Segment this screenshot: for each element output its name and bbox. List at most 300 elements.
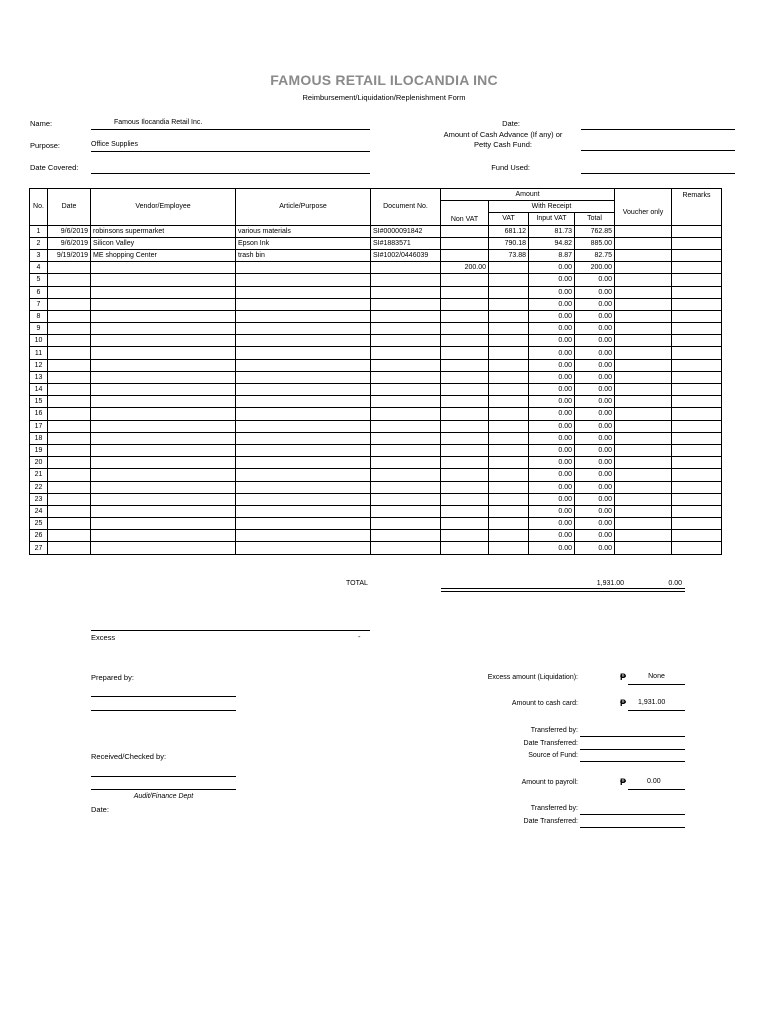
cell-input-vat[interactable]: 0.00: [529, 444, 575, 456]
cell-no[interactable]: 2: [30, 237, 48, 249]
cell-vat[interactable]: [489, 457, 529, 469]
cell-total[interactable]: 0.00: [575, 298, 615, 310]
cell-total[interactable]: 0.00: [575, 274, 615, 286]
cell-input-vat[interactable]: 0.00: [529, 481, 575, 493]
cell-input-vat[interactable]: 0.00: [529, 408, 575, 420]
cell-total[interactable]: 0.00: [575, 518, 615, 530]
cell-vat[interactable]: [489, 481, 529, 493]
cell-document[interactable]: [371, 310, 441, 322]
cell-vat[interactable]: [489, 420, 529, 432]
cell-vendor[interactable]: [91, 542, 236, 554]
date-covered-field[interactable]: [91, 162, 370, 174]
cell-document[interactable]: [371, 262, 441, 274]
cell-no[interactable]: 22: [30, 481, 48, 493]
cell-vat[interactable]: 73.88: [489, 249, 529, 261]
cell-document[interactable]: [371, 384, 441, 396]
cell-document[interactable]: SI#0000091842: [371, 225, 441, 237]
cell-non-vat[interactable]: [441, 310, 489, 322]
cell-total[interactable]: 0.00: [575, 530, 615, 542]
cell-remarks[interactable]: [672, 298, 722, 310]
cell-input-vat[interactable]: 0.00: [529, 286, 575, 298]
cell-date[interactable]: 9/6/2019: [48, 237, 91, 249]
cell-document[interactable]: [371, 335, 441, 347]
cell-vat[interactable]: [489, 518, 529, 530]
cell-vendor[interactable]: [91, 432, 236, 444]
cell-non-vat[interactable]: [441, 420, 489, 432]
cell-non-vat[interactable]: [441, 457, 489, 469]
cell-input-vat[interactable]: 0.00: [529, 262, 575, 274]
cell-input-vat[interactable]: 0.00: [529, 335, 575, 347]
cell-date[interactable]: [48, 286, 91, 298]
cell-non-vat[interactable]: [441, 323, 489, 335]
cell-article[interactable]: [236, 432, 371, 444]
cell-non-vat[interactable]: [441, 335, 489, 347]
cell-article[interactable]: [236, 323, 371, 335]
cell-no[interactable]: 8: [30, 310, 48, 322]
cell-no[interactable]: 4: [30, 262, 48, 274]
cell-date[interactable]: [48, 371, 91, 383]
cell-input-vat[interactable]: 81.73: [529, 225, 575, 237]
cell-voucher[interactable]: [615, 396, 672, 408]
cell-total[interactable]: 0.00: [575, 408, 615, 420]
cell-no[interactable]: 15: [30, 396, 48, 408]
cell-total[interactable]: 0.00: [575, 481, 615, 493]
cell-remarks[interactable]: [672, 420, 722, 432]
cell-document[interactable]: [371, 323, 441, 335]
cell-voucher[interactable]: [615, 505, 672, 517]
cell-no[interactable]: 1: [30, 225, 48, 237]
cell-total[interactable]: 0.00: [575, 347, 615, 359]
cell-remarks[interactable]: [672, 262, 722, 274]
cell-remarks[interactable]: [672, 274, 722, 286]
cell-remarks[interactable]: [672, 469, 722, 481]
cell-date[interactable]: [48, 359, 91, 371]
cell-remarks[interactable]: [672, 359, 722, 371]
cell-total[interactable]: 0.00: [575, 432, 615, 444]
cell-no[interactable]: 12: [30, 359, 48, 371]
cell-document[interactable]: SI#1002/0446039: [371, 249, 441, 261]
cell-vendor[interactable]: [91, 469, 236, 481]
cell-date[interactable]: [48, 323, 91, 335]
date-field[interactable]: [581, 118, 735, 130]
cell-remarks[interactable]: [672, 335, 722, 347]
cell-no[interactable]: 18: [30, 432, 48, 444]
cell-no[interactable]: 20: [30, 457, 48, 469]
cell-non-vat[interactable]: [441, 469, 489, 481]
cell-vat[interactable]: [489, 384, 529, 396]
cell-total[interactable]: 0.00: [575, 469, 615, 481]
cell-article[interactable]: [236, 298, 371, 310]
cell-voucher[interactable]: [615, 371, 672, 383]
cell-date[interactable]: [48, 262, 91, 274]
cell-total[interactable]: 885.00: [575, 237, 615, 249]
cell-vendor[interactable]: [91, 359, 236, 371]
cell-input-vat[interactable]: 0.00: [529, 274, 575, 286]
cell-article[interactable]: [236, 384, 371, 396]
cell-no[interactable]: 17: [30, 420, 48, 432]
cell-input-vat[interactable]: 0.00: [529, 298, 575, 310]
cell-voucher[interactable]: [615, 530, 672, 542]
cell-voucher[interactable]: [615, 225, 672, 237]
cell-vat[interactable]: [489, 469, 529, 481]
cell-remarks[interactable]: [672, 530, 722, 542]
cell-non-vat[interactable]: [441, 274, 489, 286]
cell-no[interactable]: 27: [30, 542, 48, 554]
cell-vendor[interactable]: Silicon Valley: [91, 237, 236, 249]
cell-vat[interactable]: [489, 359, 529, 371]
cell-document[interactable]: [371, 286, 441, 298]
cell-total[interactable]: 0.00: [575, 542, 615, 554]
cell-total[interactable]: 0.00: [575, 359, 615, 371]
cell-voucher[interactable]: [615, 384, 672, 396]
cell-vat[interactable]: [489, 371, 529, 383]
cell-total[interactable]: 0.00: [575, 505, 615, 517]
cell-article[interactable]: [236, 274, 371, 286]
cell-document[interactable]: [371, 457, 441, 469]
cell-remarks[interactable]: [672, 444, 722, 456]
cell-input-vat[interactable]: 0.00: [529, 384, 575, 396]
cell-voucher[interactable]: [615, 274, 672, 286]
cell-no[interactable]: 3: [30, 249, 48, 261]
cell-vendor[interactable]: [91, 505, 236, 517]
cell-document[interactable]: [371, 371, 441, 383]
cell-article[interactable]: [236, 457, 371, 469]
cell-remarks[interactable]: [672, 310, 722, 322]
cell-vat[interactable]: [489, 323, 529, 335]
cell-article[interactable]: [236, 518, 371, 530]
cell-date[interactable]: [48, 432, 91, 444]
cell-vendor[interactable]: [91, 444, 236, 456]
cell-article[interactable]: [236, 286, 371, 298]
cell-no[interactable]: 24: [30, 505, 48, 517]
cell-article[interactable]: Epson Ink: [236, 237, 371, 249]
cell-vat[interactable]: [489, 347, 529, 359]
cell-article[interactable]: [236, 444, 371, 456]
cell-input-vat[interactable]: 0.00: [529, 420, 575, 432]
cell-remarks[interactable]: [672, 457, 722, 469]
cell-article[interactable]: [236, 530, 371, 542]
cell-non-vat[interactable]: [441, 298, 489, 310]
cell-article[interactable]: [236, 408, 371, 420]
cell-vendor[interactable]: [91, 298, 236, 310]
cell-voucher[interactable]: [615, 298, 672, 310]
cell-vendor[interactable]: [91, 396, 236, 408]
cell-document[interactable]: [371, 420, 441, 432]
cell-non-vat[interactable]: [441, 249, 489, 261]
cell-non-vat[interactable]: [441, 237, 489, 249]
cell-remarks[interactable]: [672, 542, 722, 554]
cell-article[interactable]: [236, 493, 371, 505]
cell-total[interactable]: 0.00: [575, 323, 615, 335]
cell-date[interactable]: [48, 518, 91, 530]
cell-document[interactable]: [371, 274, 441, 286]
cell-non-vat[interactable]: [441, 225, 489, 237]
cell-vat[interactable]: [489, 408, 529, 420]
cell-vendor[interactable]: [91, 457, 236, 469]
cell-article[interactable]: trash bin: [236, 249, 371, 261]
cell-non-vat[interactable]: [441, 396, 489, 408]
cell-vendor[interactable]: [91, 493, 236, 505]
transferred-by-field-2[interactable]: [580, 804, 685, 815]
cell-voucher[interactable]: [615, 457, 672, 469]
cell-article[interactable]: [236, 262, 371, 274]
cell-non-vat[interactable]: [441, 286, 489, 298]
cell-remarks[interactable]: [672, 518, 722, 530]
cell-voucher[interactable]: [615, 310, 672, 322]
cell-date[interactable]: 9/6/2019: [48, 225, 91, 237]
cell-document[interactable]: [371, 359, 441, 371]
cell-date[interactable]: [48, 481, 91, 493]
cell-non-vat[interactable]: [441, 432, 489, 444]
cell-input-vat[interactable]: 0.00: [529, 505, 575, 517]
cell-vat[interactable]: [489, 274, 529, 286]
cell-document[interactable]: [371, 396, 441, 408]
cell-voucher[interactable]: [615, 359, 672, 371]
cell-article[interactable]: [236, 396, 371, 408]
cell-input-vat[interactable]: 94.82: [529, 237, 575, 249]
cell-non-vat[interactable]: [441, 481, 489, 493]
cell-vendor[interactable]: [91, 408, 236, 420]
cell-article[interactable]: [236, 481, 371, 493]
cell-vat[interactable]: [489, 262, 529, 274]
cell-document[interactable]: [371, 493, 441, 505]
cell-input-vat[interactable]: 0.00: [529, 518, 575, 530]
cell-input-vat[interactable]: 0.00: [529, 542, 575, 554]
cell-vendor[interactable]: [91, 335, 236, 347]
cell-non-vat[interactable]: [441, 505, 489, 517]
cell-remarks[interactable]: [672, 384, 722, 396]
cell-voucher[interactable]: [615, 542, 672, 554]
cell-vendor[interactable]: [91, 518, 236, 530]
cell-non-vat[interactable]: [441, 384, 489, 396]
cell-date[interactable]: [48, 347, 91, 359]
cell-vendor[interactable]: robinsons supermarket: [91, 225, 236, 237]
cell-article[interactable]: [236, 420, 371, 432]
cell-document[interactable]: [371, 347, 441, 359]
cell-article[interactable]: [236, 371, 371, 383]
cell-total[interactable]: 0.00: [575, 444, 615, 456]
cell-total[interactable]: 0.00: [575, 396, 615, 408]
cell-input-vat[interactable]: 0.00: [529, 323, 575, 335]
cell-voucher[interactable]: [615, 518, 672, 530]
cell-date[interactable]: [48, 493, 91, 505]
cell-voucher[interactable]: [615, 335, 672, 347]
cell-input-vat[interactable]: 0.00: [529, 493, 575, 505]
cell-voucher[interactable]: [615, 262, 672, 274]
cell-vat[interactable]: [489, 542, 529, 554]
cell-input-vat[interactable]: 8.87: [529, 249, 575, 261]
cell-total[interactable]: 0.00: [575, 310, 615, 322]
cell-vat[interactable]: [489, 432, 529, 444]
cell-voucher[interactable]: [615, 420, 672, 432]
cell-date[interactable]: [48, 457, 91, 469]
cell-vendor[interactable]: [91, 347, 236, 359]
cell-no[interactable]: 11: [30, 347, 48, 359]
prepared-by-line-1[interactable]: [91, 688, 236, 697]
cell-input-vat[interactable]: 0.00: [529, 359, 575, 371]
cell-no[interactable]: 25: [30, 518, 48, 530]
cell-voucher[interactable]: [615, 408, 672, 420]
cell-document[interactable]: [371, 505, 441, 517]
cell-document[interactable]: [371, 542, 441, 554]
cell-vat[interactable]: [489, 335, 529, 347]
cell-date[interactable]: [48, 469, 91, 481]
cell-remarks[interactable]: [672, 408, 722, 420]
purpose-field[interactable]: [91, 140, 370, 152]
fund-used-field[interactable]: [581, 162, 735, 174]
cell-vendor[interactable]: [91, 323, 236, 335]
cell-vendor[interactable]: [91, 530, 236, 542]
cell-input-vat[interactable]: 0.00: [529, 310, 575, 322]
cell-total[interactable]: 762.85: [575, 225, 615, 237]
cell-no[interactable]: 23: [30, 493, 48, 505]
cell-voucher[interactable]: [615, 493, 672, 505]
cell-document[interactable]: [371, 432, 441, 444]
cell-vendor[interactable]: [91, 286, 236, 298]
cell-remarks[interactable]: [672, 249, 722, 261]
cell-non-vat[interactable]: [441, 530, 489, 542]
cell-article[interactable]: [236, 542, 371, 554]
cell-document[interactable]: [371, 298, 441, 310]
cell-no[interactable]: 26: [30, 530, 48, 542]
cell-vendor[interactable]: [91, 420, 236, 432]
prepared-by-line-2[interactable]: [91, 702, 236, 711]
cell-input-vat[interactable]: 0.00: [529, 530, 575, 542]
cell-remarks[interactable]: [672, 481, 722, 493]
cell-remarks[interactable]: [672, 432, 722, 444]
cell-article[interactable]: [236, 505, 371, 517]
cell-remarks[interactable]: [672, 225, 722, 237]
cell-vat[interactable]: [489, 396, 529, 408]
cell-voucher[interactable]: [615, 432, 672, 444]
cell-no[interactable]: 9: [30, 323, 48, 335]
cell-no[interactable]: 13: [30, 371, 48, 383]
cell-input-vat[interactable]: 0.00: [529, 469, 575, 481]
source-of-fund-field[interactable]: [580, 751, 685, 762]
transferred-by-field[interactable]: [580, 726, 685, 737]
cell-date[interactable]: [48, 274, 91, 286]
cell-document[interactable]: [371, 481, 441, 493]
cell-article[interactable]: [236, 335, 371, 347]
cell-voucher[interactable]: [615, 286, 672, 298]
cell-total[interactable]: 0.00: [575, 493, 615, 505]
cell-non-vat[interactable]: [441, 493, 489, 505]
cell-date[interactable]: 9/19/2019: [48, 249, 91, 261]
cell-article[interactable]: [236, 359, 371, 371]
cell-date[interactable]: [48, 542, 91, 554]
cell-remarks[interactable]: [672, 286, 722, 298]
cell-document[interactable]: [371, 530, 441, 542]
name-field[interactable]: [91, 118, 370, 130]
cell-total[interactable]: 0.00: [575, 457, 615, 469]
cell-article[interactable]: [236, 347, 371, 359]
cell-no[interactable]: 19: [30, 444, 48, 456]
cell-date[interactable]: [48, 505, 91, 517]
cell-voucher[interactable]: [615, 469, 672, 481]
cell-total[interactable]: 0.00: [575, 335, 615, 347]
cell-voucher[interactable]: [615, 347, 672, 359]
cell-non-vat[interactable]: [441, 347, 489, 359]
cell-vat[interactable]: 681.12: [489, 225, 529, 237]
cell-non-vat[interactable]: [441, 371, 489, 383]
cell-non-vat[interactable]: [441, 444, 489, 456]
cell-article[interactable]: various materials: [236, 225, 371, 237]
received-by-line-2[interactable]: [91, 781, 236, 790]
cell-voucher[interactable]: [615, 237, 672, 249]
cell-non-vat[interactable]: [441, 542, 489, 554]
cell-remarks[interactable]: [672, 323, 722, 335]
cell-date[interactable]: [48, 408, 91, 420]
cell-vat[interactable]: [489, 493, 529, 505]
cell-non-vat[interactable]: 200.00: [441, 262, 489, 274]
cell-document[interactable]: SI#1883571: [371, 237, 441, 249]
cell-remarks[interactable]: [672, 505, 722, 517]
cell-total[interactable]: 0.00: [575, 371, 615, 383]
cell-no[interactable]: 7: [30, 298, 48, 310]
cell-no[interactable]: 6: [30, 286, 48, 298]
cell-no[interactable]: 16: [30, 408, 48, 420]
cell-total[interactable]: 82.75: [575, 249, 615, 261]
cell-total[interactable]: 0.00: [575, 286, 615, 298]
cell-vendor[interactable]: [91, 481, 236, 493]
cell-voucher[interactable]: [615, 249, 672, 261]
cell-input-vat[interactable]: 0.00: [529, 457, 575, 469]
cell-input-vat[interactable]: 0.00: [529, 371, 575, 383]
cell-date[interactable]: [48, 530, 91, 542]
cell-date[interactable]: [48, 310, 91, 322]
cell-article[interactable]: [236, 310, 371, 322]
cell-vat[interactable]: 790.18: [489, 237, 529, 249]
cell-no[interactable]: 21: [30, 469, 48, 481]
cell-vendor[interactable]: [91, 371, 236, 383]
cell-input-vat[interactable]: 0.00: [529, 396, 575, 408]
cell-document[interactable]: [371, 469, 441, 481]
cell-document[interactable]: [371, 518, 441, 530]
cell-non-vat[interactable]: [441, 359, 489, 371]
cell-total[interactable]: 0.00: [575, 420, 615, 432]
cell-voucher[interactable]: [615, 481, 672, 493]
cell-vat[interactable]: [489, 530, 529, 542]
cell-date[interactable]: [48, 444, 91, 456]
cell-vat[interactable]: [489, 444, 529, 456]
cell-voucher[interactable]: [615, 323, 672, 335]
cell-no[interactable]: 14: [30, 384, 48, 396]
cell-vendor[interactable]: [91, 310, 236, 322]
cell-date[interactable]: [48, 335, 91, 347]
cell-non-vat[interactable]: [441, 408, 489, 420]
cell-document[interactable]: [371, 408, 441, 420]
cell-date[interactable]: [48, 420, 91, 432]
cell-date[interactable]: [48, 384, 91, 396]
cell-total[interactable]: 0.00: [575, 384, 615, 396]
cash-advance-field[interactable]: [581, 140, 735, 151]
cell-vendor[interactable]: ME shopping Center: [91, 249, 236, 261]
cell-date[interactable]: [48, 298, 91, 310]
cell-input-vat[interactable]: 0.00: [529, 347, 575, 359]
cell-remarks[interactable]: [672, 237, 722, 249]
cell-date[interactable]: [48, 396, 91, 408]
cell-remarks[interactable]: [672, 371, 722, 383]
cell-non-vat[interactable]: [441, 518, 489, 530]
cell-vat[interactable]: [489, 310, 529, 322]
received-by-line-1[interactable]: [91, 768, 236, 777]
cell-vendor[interactable]: [91, 262, 236, 274]
cell-no[interactable]: 10: [30, 335, 48, 347]
date-transferred-field[interactable]: [580, 739, 685, 750]
cell-remarks[interactable]: [672, 347, 722, 359]
cell-vat[interactable]: [489, 298, 529, 310]
cell-total[interactable]: 200.00: [575, 262, 615, 274]
